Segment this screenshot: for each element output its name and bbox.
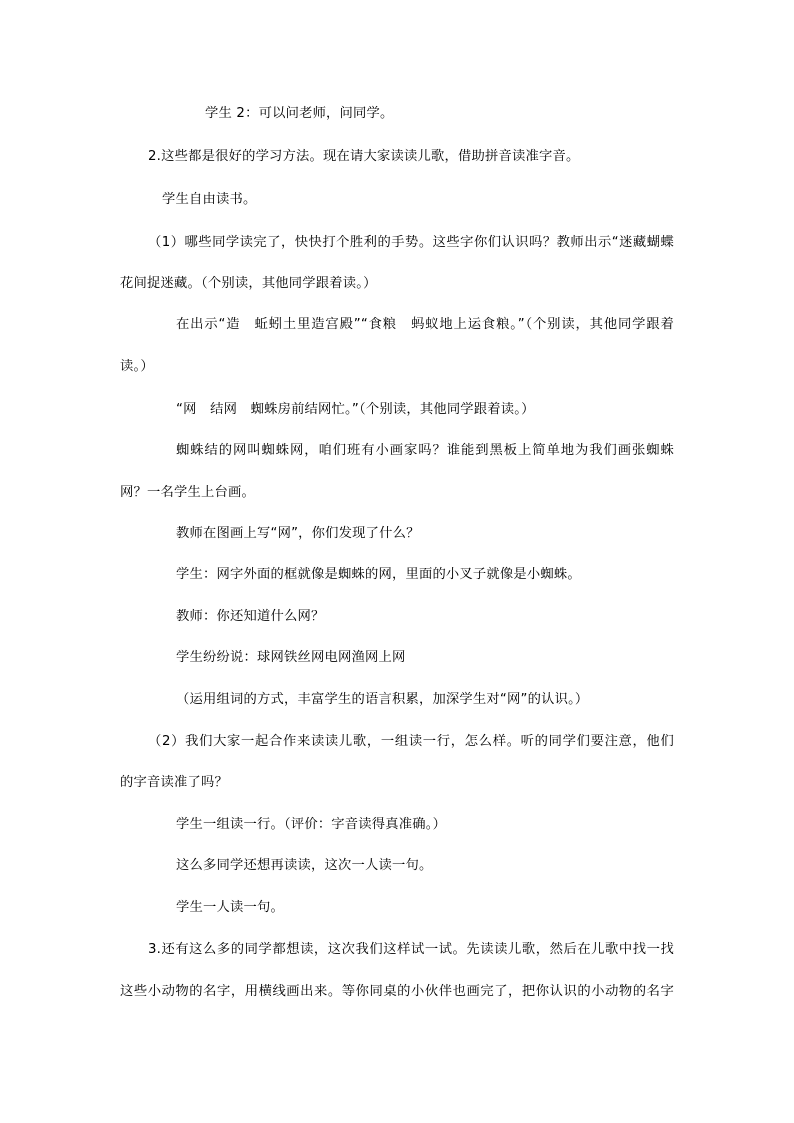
show-words-line-2: 读。）: [120, 359, 154, 374]
web-word-line: “网 结网 蜘蛛房前结网忙。”（个别读，其他同学跟着读。）: [176, 402, 535, 417]
teaching-note-line: （运用组词的方式，丰富学生的语言积累，加深学生对“网”的认识。）: [176, 692, 589, 707]
read-again-line: 这么多同学还想再读读，这次一人读一句。: [176, 858, 433, 873]
free-reading-line: 学生自由读书。: [162, 192, 257, 207]
student-2-answer-line: 学生 2：可以问老师，问同学。: [205, 106, 394, 121]
step-2-paragraph-line: 2.这些都是很好的学习方法。现在请大家读读儿歌，借助拼音读准字音。: [148, 149, 580, 164]
individual-reading-line: 学生一人读一句。: [176, 900, 284, 915]
part-1-paragraph-line-1: （1）哪些同学读完了，快快打个胜利的手势。这些字你们认识吗？教师出示“迷藏蝴蝶: [148, 235, 674, 250]
part-2-paragraph-line-2: 的字音读准了吗？: [120, 775, 228, 790]
part-2-paragraph-line-1: （2）我们大家一起合作来读读儿歌，一组读一行，怎么样。听的同学们要注意，他们: [148, 734, 674, 749]
group-reading-line: 学生一组读一行。（评价：字音读得真准确。）: [176, 817, 447, 832]
spider-web-question-line-2: 网？一名学生上台画。: [120, 485, 255, 500]
step-3-paragraph-line-2: 这些小动物的名字，用横线画出来。等你同桌的小伙伴也画完了，把你认识的小动物的名字: [120, 984, 674, 999]
teacher-question-line: 教师：你还知道什么网？: [176, 609, 325, 624]
part-1-paragraph-line-2: 花间捉迷藏。（个别读，其他同学跟着读。）: [120, 276, 377, 291]
spider-web-question-line-1: 蜘蛛结的网叫蜘蛛网，咱们班有小画家吗？谁能到黑板上简单地为我们画张蜘蛛: [176, 443, 674, 458]
step-3-paragraph-line-1: 3.还有这么多的同学都想读，这次我们这样试一试。先读读儿歌，然后在儿歌中找一找: [148, 942, 674, 957]
teacher-writes-line: 教师在图画上写“网”，你们发现了什么？: [176, 526, 420, 541]
student-observation-line: 学生：网字外面的框就像是蜘蛛的网，里面的小叉子就像是小蜘蛛。: [176, 567, 581, 582]
students-answer-line: 学生纷纷说：球网铁丝网电网渔网上网: [176, 650, 406, 665]
show-words-line-1: 在出示“造 蚯蚓土里造宫殿”“食粮 蚂蚁地上运食粮。”（个别读，其他同学跟着: [176, 317, 674, 332]
